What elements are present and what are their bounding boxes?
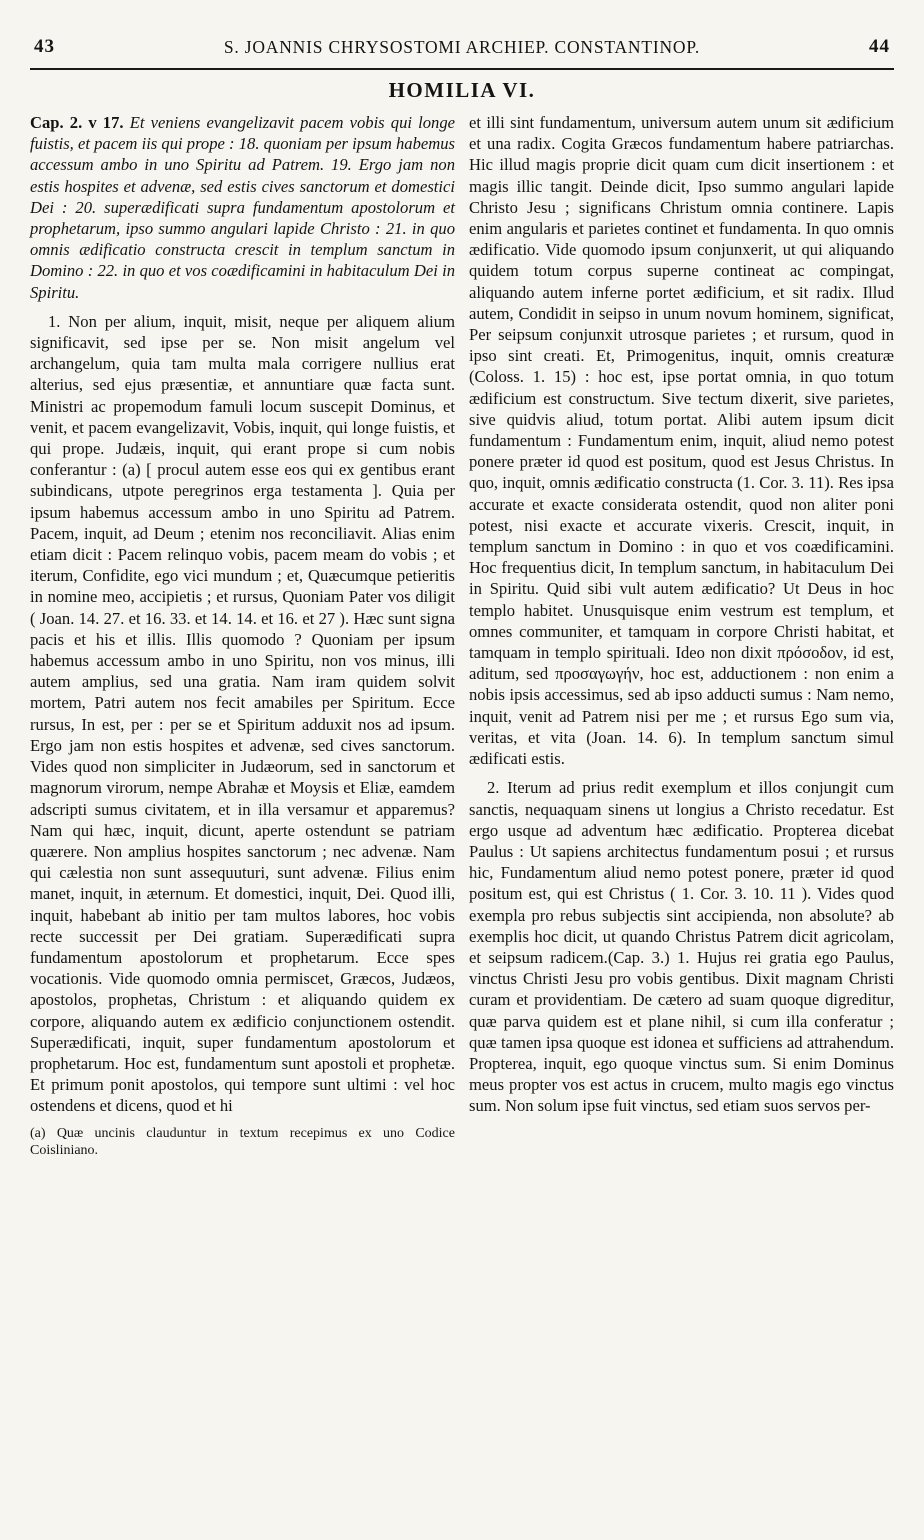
scripture-chapter-ref: Cap. 2. v 17. <box>30 113 124 132</box>
paragraph-1: 1. Non per alium, inquit, misit, neque per aliquem alium significavit, sed ipse per se. Non misit angelum vel archangelum, quia tam multa mala corrigere nullius erat alterius, sed ejus præsentiæ, et annuntiare quæ facta sunt. Ministri ac propemodum famuli locum suscepit Dominus, et venit, et pacem evangelizavit, Vobis, inquit, qui longe fuistis, et qui prope. Judæis, inquit, qui erant prope si cum nobis conferantur : (a) [ procul autem esse eos qui ex gentibus erant subindicans, utpote peregrinos erga testamenta ]. Quia per ipsum habemus accessum ambo in uno Spiritu ad Patrem. Pacem, inquit, ad Deum ; etenim nos reconciliavit. Alias enim etiam dicit : Pacem relinquo vobis, pacem meam do vobis ; et iterum, Confidite, ego vici mundum ; et, Quæcumque petieritis in nomine meo, accipietis ; et rursus, Quoniam Pater vos diligit ( Joan. 14. 27. et 16. 33. et 14. 14. et 16. et 27 ). Hæc sunt signa pacis et his et illis. Illis quomodo ? Quoniam per ipsum habemus accessum ambo in uno Spiritu, non vos minus, illi autem amplius, sed una gratia. Nam iram quidem solvit mortem, Patri autem nos fecit amabiles per Spiritum. Ecce rursus, In est, per : per se et Spiritum adduxit nos ad ipsum. Ergo jam non estis hospites et advenæ, sed cives sanctorum. Vides quod non simpliciter in Judæorum, sed in sanctorum et magnorum virorum, nempe Abrahæ et Moysis et Eliæ, eamdem adscripti sumus civitatem, et in illa versamur et apparemus? Nam qui hæc, inquit, dicunt, aperte ostendunt se patriam quærere. Non amplius hospites sanctorum ; nec advenæ. Nam qui cælestia non sunt assequuturi, sunt advenæ. Filius enim manet, inquit, in æternum. Et domestici, inquit, Dei. Quod illi, inquit, habebant ab initio per tam multos labores, hoc vobis recte successit per Dei gratiam. Superædificati supra fundamentum apostolorum et prophetarum. Ecce spes vocationis. Vide quomodo omnia permiscet, Græcos, Judæos, apostolos, prophetas, Christum : et aliquando quidem ex corpore, aliquando autem ex ædificio conjunctionem ostendit. Superædificati, inquit, super fundamentum apostolorum et prophetarum. Hoc est, fundamentum sunt apostoli et prophetæ. Et primum ponit apostolos, qui tempore sunt ultimi : vel hoc ostendens et dicens, quod et hi <box>30 311 455 1116</box>
left-column <box>30 112 455 1159</box>
text-columns <box>30 112 894 1159</box>
footnote: (a) Quæ uncinis clauduntur in textum recepimus ex uno Codice Coisliniano. <box>30 1125 455 1158</box>
paragraph-1-continued: et illi sint fundamentum, universum autem unum sit ædificium et una radix. Cogita Græcos fundamentum habere patriarchas. Hic illud magis proprie dicit quam cum dicit insertionem : et magis illic tangit. Deinde dicit, Ipso summo angulari lapide Christo Jesu ; significans Christum omnia continere. Lapis enim angularis et parietes continet et fundamenta. In quo omnis ædificatio. Vide quomodo ipsum conjunxerit, ut qui aliquando quidem totum corpus superne contineat ac compingat, aliquando autem inferne portet ædificium, et sit radix. Illud autem, Condidit in seipso in unum novum hominem, significat, Per seipsum conjunxit utrosque parietes ; et rursum, quod in ipso sint creati. Et, Primogenitus, inquit, omnis creaturæ (Coloss. 1. 15) : hoc est, ipse portat omnia, in quo totum ædificium est constructum. Sive tectum dixerit, sive parietes, sive quidvis aliud, totum portat. Alibi autem ipsum dicit fundamentum : Fundamentum enim, inquit, aliud nemo potest ponere præter id quod est positum, quod est Jesus Christus. In quo, inquit, omnis ædificatio constructa (1. Cor. 3. 11). Res ipsa accurate et exacte considerata ostendit, quod non aliter poni potest, nisi exacte et accurate vixeris. Crescit, inquit, in templum sanctum in Domino : in quo et vos coædificamini. Hoc frequentius dicit, In templum sanctum, in habitaculum Dei in Spiritu. Quid sibi vult autem ædificatio? Ut Deus in hoc templo habitet. Unusquisque enim vestrum est templum, et omnes communiter, et tamquam in corpore Christi habitat, et tamquam in templo spirituali. Ideo non dixit πρόσοδον, id est, aditum, sed προσαγωγήν, hoc est, adductionem : non enim a nobis ipsis accessimus, sed ab ipso adducti sumus : Nam nemo, inquit, venit ad Patrem nisi per me ; et rursus Ego sum via, veritas, et vita (Joan. 14. 6). In templum sanctum simul ædificati estis. <box>469 113 894 769</box>
homily-title: HOMILIA VI. <box>388 78 536 102</box>
scripture-passage <box>30 112 455 303</box>
paragraph-2: 2. Iterum ad prius redit exemplum et illos conjungit cum sanctis, nequaquam sinens ut longius a Christo recedatur. Est ergo usque ad adventum hæc ædificatio. Propterea dicebat Paulus : Ut sapiens architectus fundamentum posui ; et rursus hic, Fundamentum aliud nemo potest ponere, præter id quod positum est, qui est Christus ( 1. Cor. 3. 10. 11 ). Vides quod exempla pro rebus subjectis sint accipienda, non absolute? ab exemplis hoc dicit, ut quando Christus Patrem dicit agricolam, et seipsum radicem.(Cap. 3.) 1. Hujus rei gratia ego Paulus, vinctus Christi Jesu pro vobis gentibus. Dixit magnam Christi curam et providentiam. De cætero ad suam quoque digreditur, quæ parva quidem est et plane nihil, si cum illa conferatur ; quæ tamen ipsa quoque est idonea et sufficiens ad attrahendum. Propterea, inquit, ego quoque vinctus sum. Si enim Dominus meus propter vos est actus in crucem, multo magis ego vinctus sum. Non solum ipse fuit vinctus, sed etiam suos servos per- <box>469 778 894 1116</box>
right-column <box>469 112 894 1159</box>
page-number-left: 43 <box>34 36 55 57</box>
page-number-right: 44 <box>869 36 890 57</box>
running-head <box>30 28 894 70</box>
running-title: S. JOANNIS CHRYSOSTOMI ARCHIEP. CONSTANTINOP. <box>223 37 701 57</box>
scripture-text: Et veniens evangelizavit pacem vobis qui longe fuistis, et pacem iis qui prope : 18. quoniam per ipsum habemus accessum ambo in uno Spiritu ad Patrem. 19. Ergo jam non estis hospites et advenæ, sed estis cives sanctorum et domestici Dei : 20. superædificati supra fundamentum apostolorum et prophetarum, ipso summo angulari lapide Christo : 21. in quo omnis ædificatio constructa crescit in templum sanctum in Domino : 22. in quo et vos coædificamini in habitaculum Dei in Spiritu. <box>30 113 455 302</box>
